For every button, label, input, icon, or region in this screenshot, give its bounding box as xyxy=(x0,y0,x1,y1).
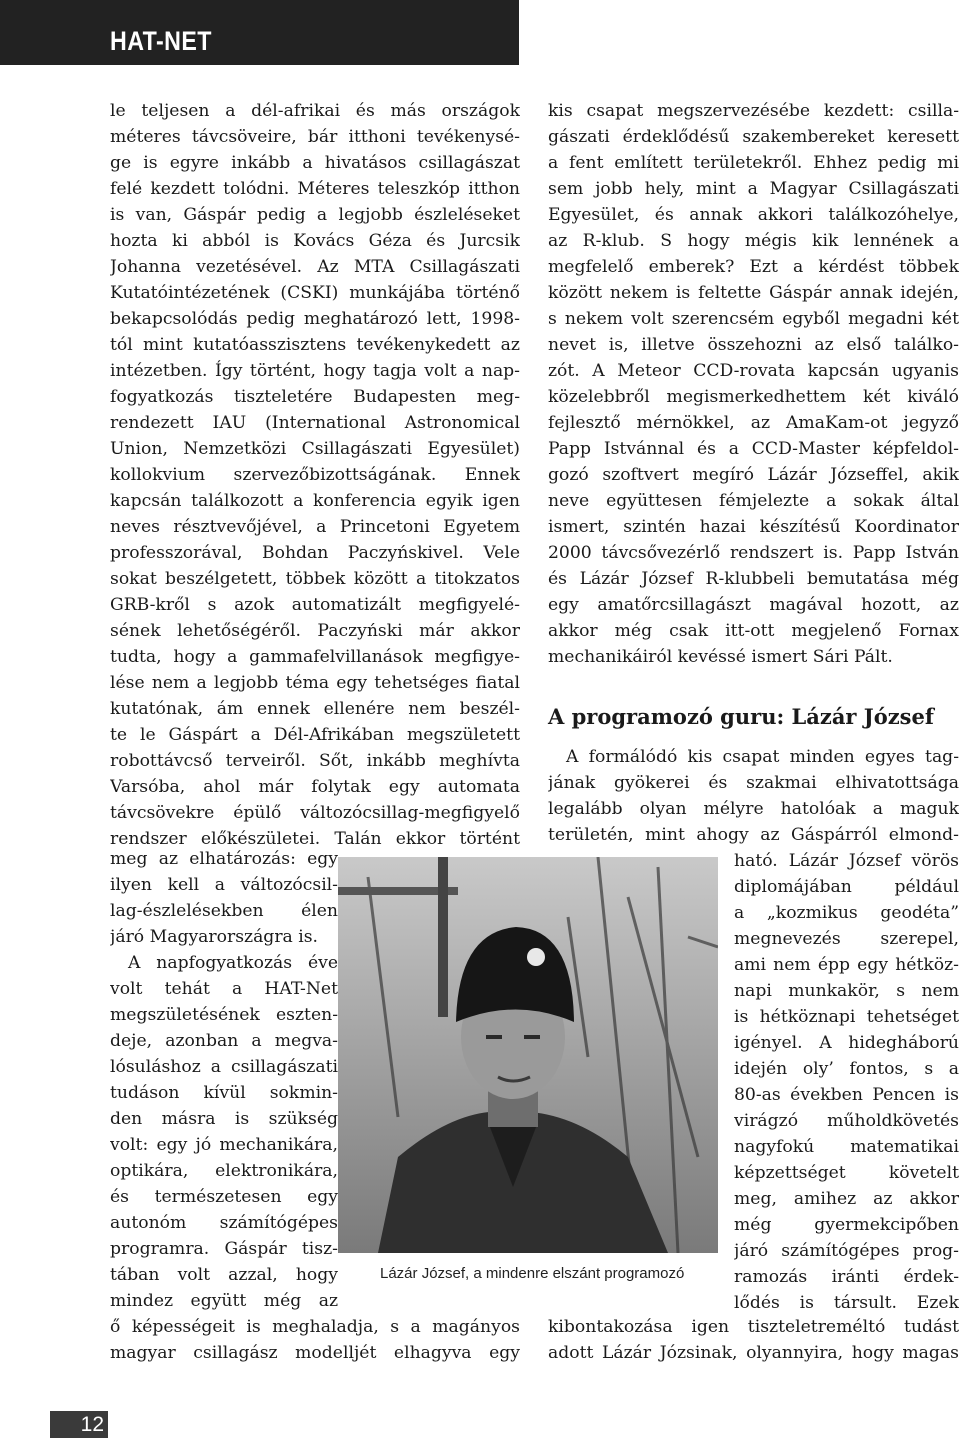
text-line: Varsóba, ahol már folytak egy automata xyxy=(110,777,520,797)
text-line: den másra is szükség xyxy=(110,1109,338,1129)
text-line: képzettséget követelt xyxy=(734,1163,959,1183)
left-column-bottom-text xyxy=(110,1314,520,1366)
right-column-wrap-text xyxy=(734,848,959,1316)
text-line: között nekem is feltette Gáspár annak idején, xyxy=(548,283,959,303)
text-line: lósuláshoz a csillagászati xyxy=(110,1057,338,1077)
text-line: és természetesen egy xyxy=(110,1187,338,1207)
text-line: ge is egyre inkább a hivatásos csillagászat xyxy=(110,153,520,173)
text-line: A napfogyatkozás éve xyxy=(128,953,338,973)
text-line: hozta ki abból is Kovács Géza és Jurcsik xyxy=(110,231,520,251)
text-line: is hétköznapi tehetséget xyxy=(734,1007,959,1027)
text-line: még gyermekcipőben xyxy=(734,1215,959,1235)
right-column-bottom-text xyxy=(548,1314,959,1366)
text-line: robottávcső terveiről. Sőt, inkább meghívta xyxy=(110,751,520,771)
text-line: intézetben. Így történt, hogy tagja volt a nap- xyxy=(110,361,520,381)
text-line: fogyatkozás tiszteletére Budapesten meg- xyxy=(110,387,520,407)
text-line: távcsövekre épülő változócsillag-megfigyelő xyxy=(110,803,520,823)
text-line: sem jobb hely, mint a Magyar Csillagászati xyxy=(548,179,959,199)
running-header-title: HAT-NET xyxy=(110,26,212,56)
text-line: s nekem volt szerencsém egyből megadni két xyxy=(548,309,959,329)
text-line: és Lázár József R-klubbeli bemutatása még xyxy=(548,569,959,589)
text-line: le teljesen a dél-afrikai és más országok xyxy=(110,101,520,121)
text-line: ramozás iránti érdek- xyxy=(734,1267,959,1287)
text-line: napi munkakör, s nem xyxy=(734,981,959,1001)
text-line: lődés is társult. Ezek xyxy=(734,1293,959,1313)
text-line: volt tehát a HAT-Net xyxy=(110,979,338,999)
text-line: ami nem épp egy hétköz- xyxy=(734,955,959,975)
text-line: járó Magyarországra is. xyxy=(110,927,319,947)
text-line: Papp Istvánnal és a CCD-Master képfeldol- xyxy=(548,439,959,459)
text-line: virágzó műholdkövetés xyxy=(734,1111,959,1131)
text-line: mechanikáiról kevéssé ismert Sári Pált. xyxy=(548,647,893,667)
text-line: professzorával, Bohdan Paczyńskivel. Vele xyxy=(110,543,520,563)
text-line: megszületésének eszten- xyxy=(110,1005,338,1025)
text-line: diplomájában például xyxy=(734,877,959,897)
text-line: bekapcsolódás pedig meghatározó lett, 1998- xyxy=(110,309,520,329)
text-line: egy amatőrcsillagászt magával hozott, az xyxy=(548,595,959,615)
header-bar xyxy=(0,0,519,65)
text-line: meg, amihez az akkor xyxy=(734,1189,959,1209)
text-line: Johanna vezetésével. Az MTA Csillagászati xyxy=(110,257,520,277)
text-line: kapcsán találkozott a konferencia egyik igen xyxy=(110,491,520,511)
text-line: lése nem a legjobb téma egy tehetséges fiatal xyxy=(110,673,520,693)
text-line: az R-klub. S hogy mégis kik lennének a xyxy=(548,231,959,251)
text-line: igényel. A hidegháború xyxy=(734,1033,959,1053)
text-line: területén, mint ahogy az Gáspárról elmond- xyxy=(548,825,959,845)
text-line: GRB-kről s azok automatizált megfigyelé- xyxy=(110,595,520,615)
text-line: fejlesztő mérnökkel, az AmaKam-ot jegyző xyxy=(548,413,959,433)
text-line: kollokvium szervezőbizottságának. Ennek xyxy=(110,465,520,485)
text-line: méteres távcsöveire, bár itthoni tevékenysé- xyxy=(110,127,520,147)
text-line: rendezett IAU (International Astronomical xyxy=(110,413,520,433)
text-line: nevet is, illetve összehozni az első találko- xyxy=(548,335,959,355)
text-line: megfelelő emberek? Ezt a kérdést többek xyxy=(548,257,959,277)
left-column-text xyxy=(110,98,520,852)
page-number-box xyxy=(50,1411,108,1438)
text-line: legalább olyan mélyre hatolóak a maguk xyxy=(548,799,959,819)
text-line: tól mint kutatóasszisztens tevékenykedett az xyxy=(110,335,520,355)
text-line: felé kezdett tolódni. Méteres teleszkóp itthon xyxy=(110,179,520,199)
right-column-section-text xyxy=(548,744,959,848)
text-line: járó számítógépes prog- xyxy=(734,1241,959,1261)
text-line: tában volt azzal, hogy xyxy=(110,1265,338,1285)
text-line: rendszer előkészületei. Talán ekkor történt xyxy=(110,829,520,849)
text-line: ismert, szintén hazai készítésű Koordinator xyxy=(548,517,959,537)
text-line: közelebbről megismerkedhettem két kiváló xyxy=(548,387,959,407)
text-line: akkor még csak itt-ott megjelenő Fornax xyxy=(548,621,959,641)
text-line: gozó szoftvert megíró Lázár Józseffel, akik xyxy=(548,465,959,485)
photo-caption: Lázár József, a mindenre elszánt programozó xyxy=(380,1265,685,1282)
portrait-photo xyxy=(338,857,718,1253)
right-column-text xyxy=(548,98,959,670)
text-line: kibontakozása igen tiszteletreméltó tudást xyxy=(548,1317,959,1337)
text-line: Kutatóintézetének (CSKI) munkájába történő xyxy=(110,283,520,303)
text-line: tudta, hogy a gammafelvillanások megfigye- xyxy=(110,647,520,667)
text-line: volt: egy jó mechanikára, xyxy=(110,1135,338,1155)
left-column-wrap-text xyxy=(110,846,338,1314)
text-line: programra. Gáspár tisz- xyxy=(110,1239,338,1259)
text-line: megnevezés szerepel, xyxy=(734,929,959,949)
text-line: zót. A Meteor CCD-rovata kapcsán ugyanis xyxy=(548,361,959,381)
text-line: magyar csillagász modelljét elhagyva egy xyxy=(110,1343,520,1363)
text-line: optikára, elektronikára, xyxy=(110,1161,338,1181)
text-line: adott Lázár Józsinak, olyannyira, hogy magas xyxy=(548,1343,959,1363)
text-line: neve együttesen fémjelezte a sokak által xyxy=(548,491,959,511)
text-line: kutatónak, ám ennek ellenére nem beszél- xyxy=(110,699,520,719)
text-line: a fent említett területekről. Ehhez pedig mi xyxy=(548,153,959,173)
text-line: te le Gáspárt a Dél-Afrikában megszületett xyxy=(110,725,520,745)
section-heading: A programozó guru: Lázár József xyxy=(548,704,934,729)
text-line: A formálódó kis csapat minden egyes tag- xyxy=(566,747,959,767)
page-number: 12 xyxy=(80,1413,104,1436)
text-line: ilyen kell a változócsil- xyxy=(110,875,338,895)
text-line: tudáson kívül sokmin- xyxy=(110,1083,338,1103)
text-line: is van, Gáspár pedig a legjobb észleléseket xyxy=(110,205,520,225)
text-line: autonóm számítógépes xyxy=(110,1213,338,1233)
text-line: 80-as években Pencen is xyxy=(734,1085,959,1105)
text-line: neves résztvevőjével, a Princetoni Egyetem xyxy=(110,517,520,537)
text-line: kis csapat megszervezésébe kezdett: csilla- xyxy=(548,101,959,121)
text-line: jának gyökerei és szakmai elhivatottsága xyxy=(548,773,959,793)
text-line: sokat beszélgetett, többek között a titokzatos xyxy=(110,569,520,589)
portrait-photo-icon xyxy=(338,857,718,1253)
text-line: ható. Lázár József vörös xyxy=(734,851,959,871)
text-line: 2000 távcsővezérlő rendszert is. Papp István xyxy=(548,543,959,563)
text-line: gászati érdeklődésű szakembereket keresett xyxy=(548,127,959,147)
text-line: ő képességeit is meghaladja, s a magányos xyxy=(110,1317,520,1337)
text-line: mindez együtt még az xyxy=(110,1291,338,1311)
text-line: Union, Nemzetközi Csillagászati Egyesület) xyxy=(110,439,520,459)
text-line: idején oly’ fontos, s a xyxy=(734,1059,959,1079)
text-line: meg az elhatározás: egy xyxy=(110,849,338,869)
text-line: sének lehetőségéről. Paczyński már akkor xyxy=(110,621,520,641)
text-line: deje, azonban a megva- xyxy=(110,1031,338,1051)
text-line: nagyfokú matematikai xyxy=(734,1137,959,1157)
text-line: lag-észlelésekben élen xyxy=(110,901,338,921)
text-line: a „kozmikus geodéta” xyxy=(734,903,959,923)
text-line: Egyesület, és annak akkori találkozóhelye, xyxy=(548,205,959,225)
